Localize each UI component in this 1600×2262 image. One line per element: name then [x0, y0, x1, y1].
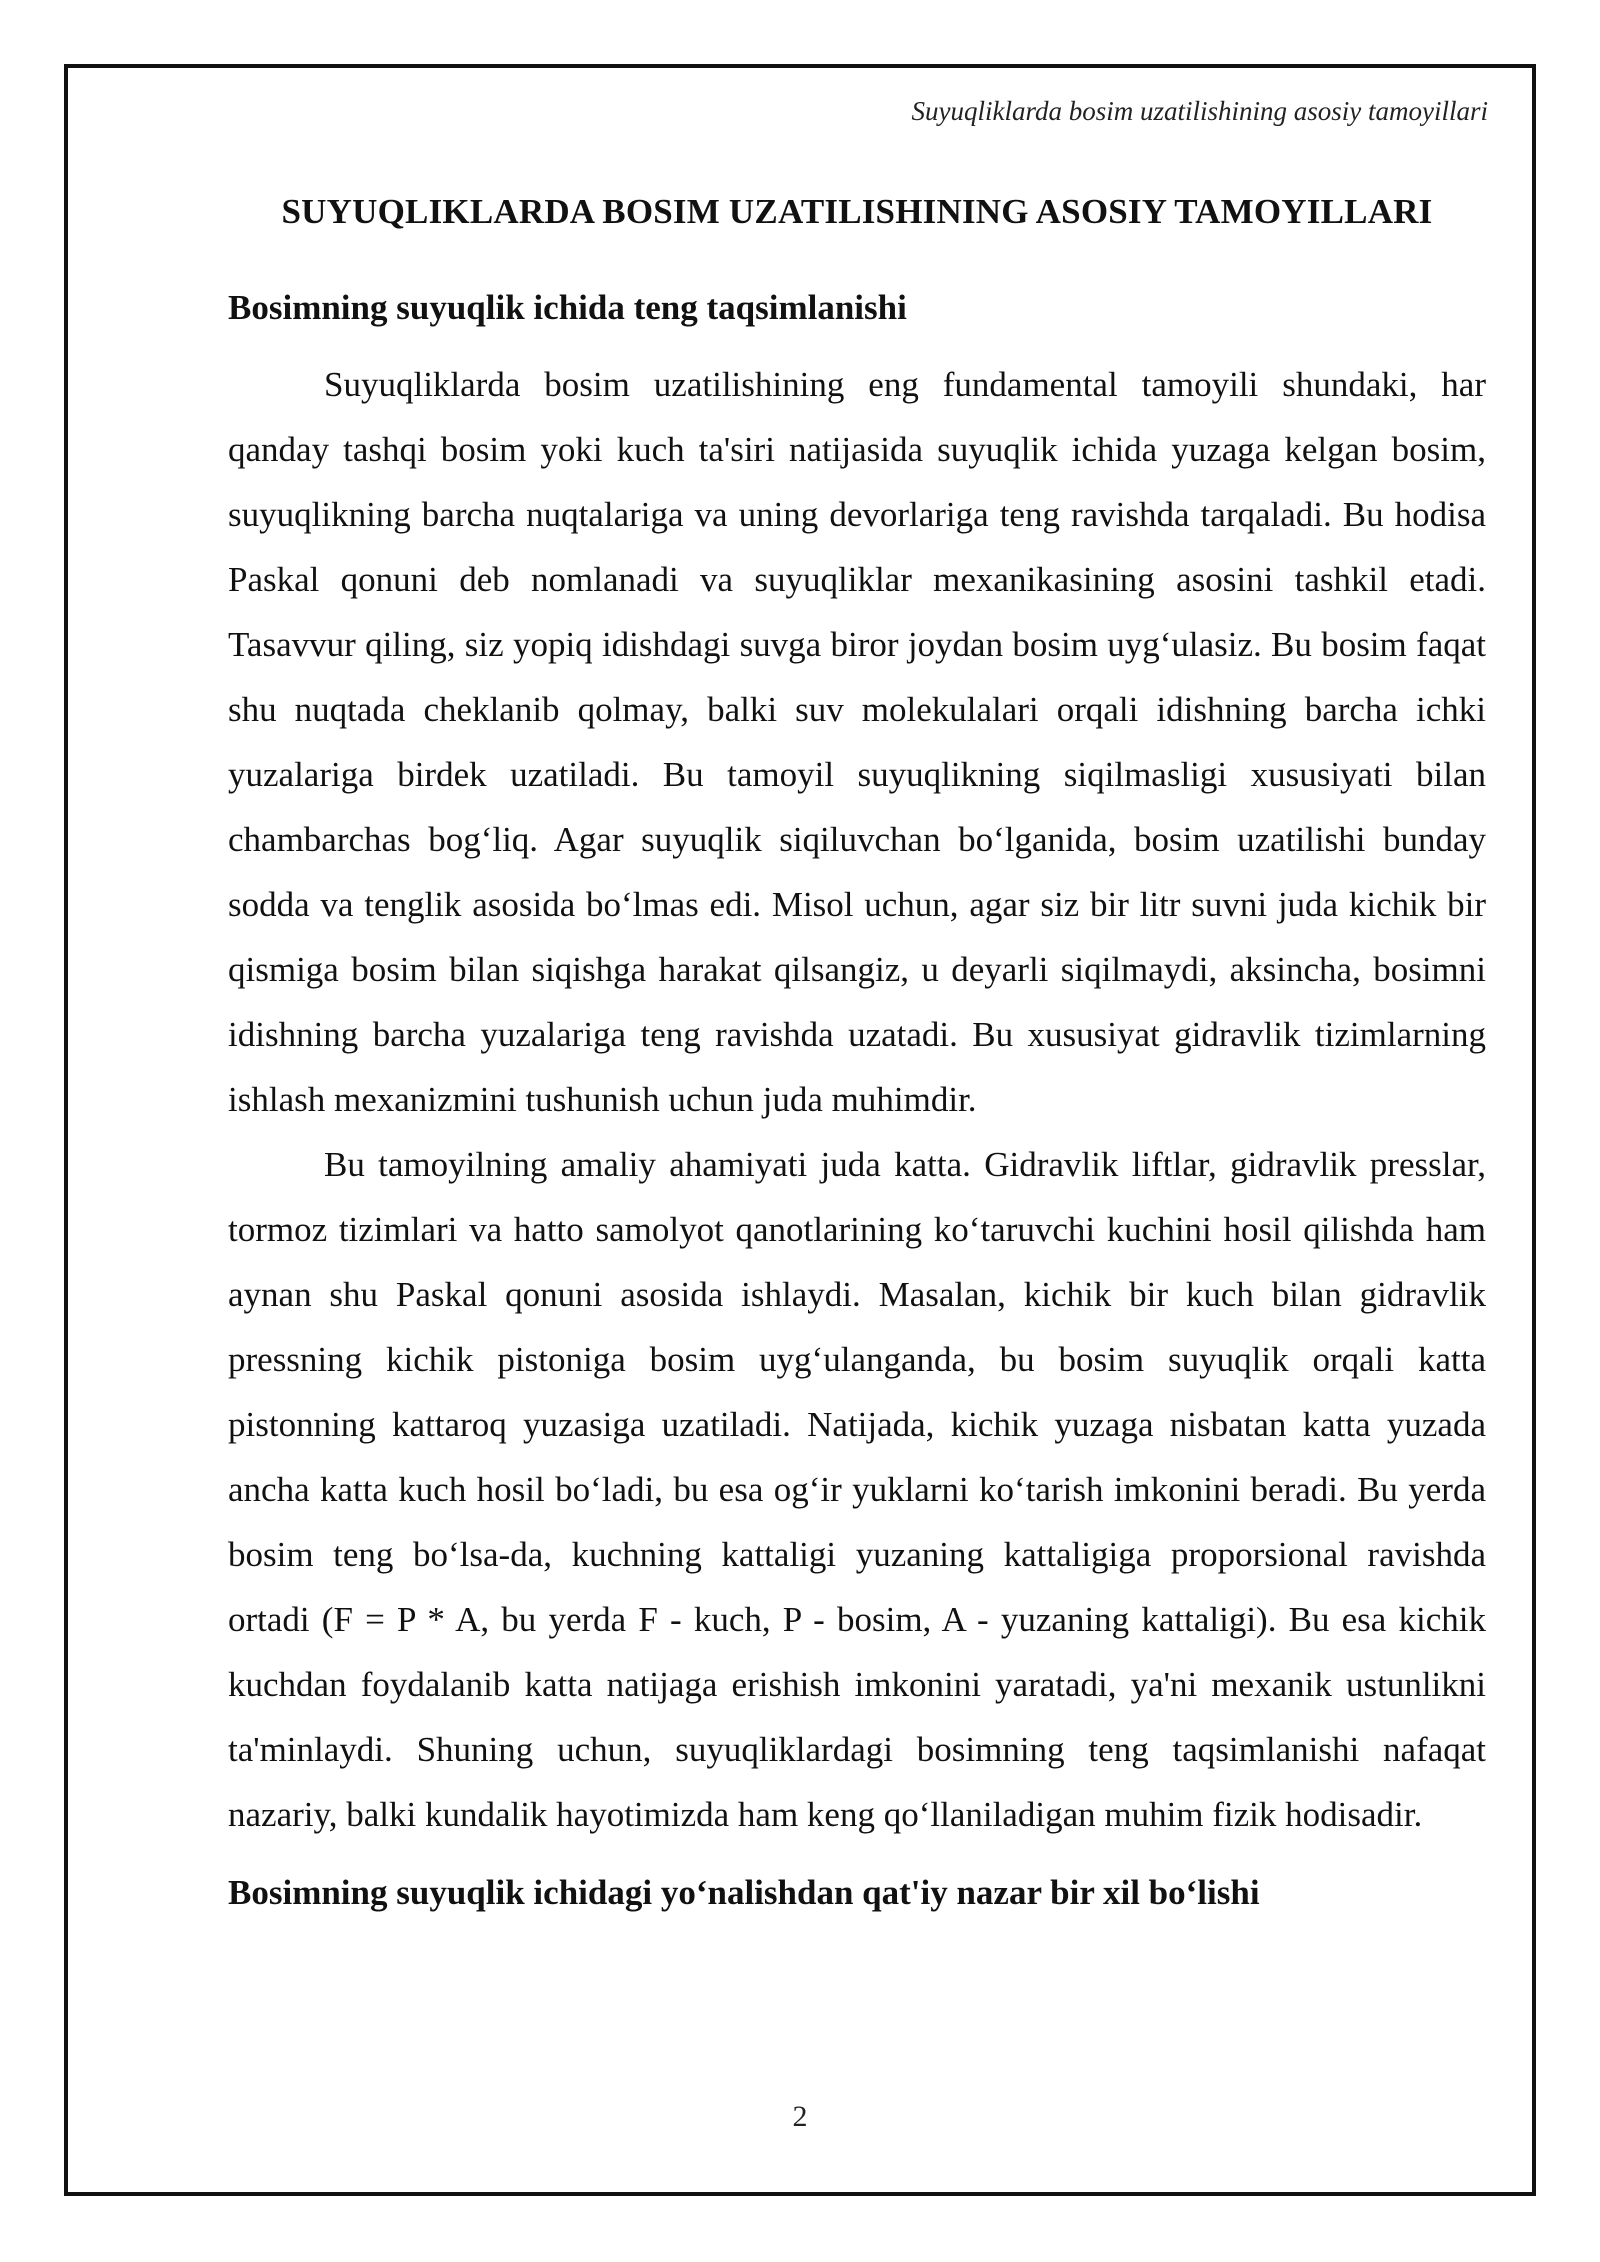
section-heading-1: Bosimning suyuqlik ichida teng taqsimlanishi: [228, 288, 907, 327]
document-body: [228, 186, 1486, 1919]
page-number: 2: [792, 2100, 808, 2133]
paragraph-1: Suyuqliklarda bosim uzatilishining eng fundamental tamoyili shundaki, har qanday tashqi bosim yoki kuch ta'siri natijasida suyuqlik ichida yuzaga kelgan bosim, suyuqlikning barcha nuqtalariga va uning devorlariga teng ravishda tarqaladi. Bu hodisa Paskal qonuni deb nomlanadi va suyuqliklar mexanikasining asosini tashkil etadi. Tasavvur qiling, siz yopiq idishdagi suvga biror joydan bosim uyg‘ulasiz. Bu bosim faqat shu nuqtada cheklanib qolmay, balki suv molekulalari orqali idishning barcha ichki yuzalariga birdek uzatiladi. Bu tamoyil suyuqlikning siqilmasligi xususiyati bilan chambarchas bog‘liq. Agar suyuqlik siqiluvchan bo‘lganida, bosim uzatilishi bunday sodda va tenglik asosida bo‘lmas edi. Misol uchun, agar siz bir litr suvni juda kichik bir qismiga bosim bilan siqishga harakat qilsangiz, u deyarli siqilmaydi, aksincha, bosimni idishning barcha yuzalariga teng ravishda uzatadi. Bu xususiyat gidravlik tizimlarning ishlash mexanizmini tushunish uchun juda muhimdir.: [228, 365, 1486, 1119]
paragraph-2: Bu tamoyilning amaliy ahamiyati juda katta. Gidravlik liftlar, gidravlik presslar, tormoz tizimlari va hatto samolyot qanotlarining ko‘taruvchi kuchini hosil qilishda ham aynan shu Paskal qonuni asosida ishlaydi. Masalan, kichik bir kuch bilan gidravlik pressning kichik pistoniga bosim uyg‘ulanganda, bu bosim suyuqlik orqali katta pistonning kattaroq yuzasiga uzatiladi. Natijada, kichik yuzaga nisbatan katta yuzada ancha katta kuch hosil bo‘ladi, bu esa og‘ir yuklarni ko‘tarish imkonini beradi. Bu yerda bosim teng bo‘lsa-da, kuchning kattaligi yuzaning kattaligiga proporsional ravishda ortadi (F = P * A, bu yerda F - kuch, P - bosim, A - yuzaning kattaligi). Bu esa kichik kuchdan foydalanib katta natijaga erishish imkonini yaratadi, ya'ni mexanik ustunlikni ta'minlaydi. Shuning uchun, suyuqliklardagi bosimning teng taqsimlanishi nafaqat nazariy, balki kundalik hayotimizda ham keng qo‘llaniladigan muhim fizik hodisadir.: [228, 1145, 1486, 1834]
document-title: SUYUQLIKLARDA BOSIM UZATILISHINING ASOSIY TAMOYILLARI: [281, 192, 1433, 231]
section-heading-2: Bosimning suyuqlik ichidagi yo‘nalishdan qat'iy nazar bir xil bo‘lishi: [228, 1873, 1260, 1912]
running-header: Suyuqliklarda bosim uzatilishining asosiy tamoyillari: [911, 96, 1488, 126]
